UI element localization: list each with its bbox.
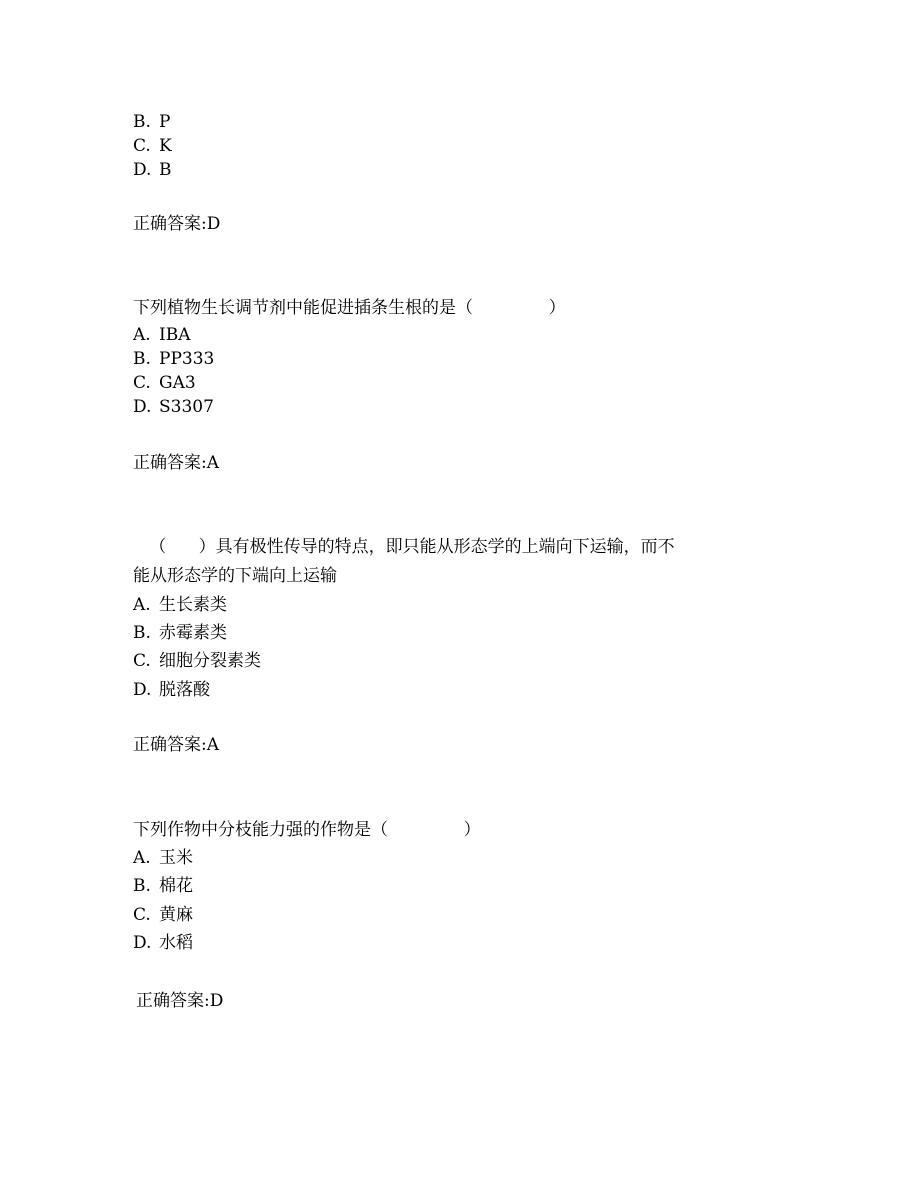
option-text: S3307: [159, 397, 214, 417]
option-c: [133, 904, 193, 926]
option-b: [133, 348, 214, 370]
option-d: [133, 932, 193, 954]
option-letter: C.: [133, 136, 151, 156]
question-stem: 下列作物中分枝能力强的作物是（ ）: [133, 820, 481, 840]
option-letter: A.: [133, 848, 151, 868]
answer-text: 正确答案:D: [136, 991, 224, 1011]
option-b: [133, 111, 170, 133]
option-text: IBA: [159, 325, 191, 345]
option-b: [133, 622, 227, 644]
option-a: [133, 324, 191, 346]
option-letter: D.: [133, 680, 152, 700]
option-letter: B.: [133, 623, 151, 643]
option-text: 水稻: [159, 933, 193, 953]
option-a: [133, 847, 193, 869]
option-text: B: [159, 160, 172, 180]
option-b: [133, 875, 193, 897]
option-d: [133, 159, 172, 181]
option-letter: B.: [133, 876, 151, 896]
option-letter: D.: [133, 160, 152, 180]
question-stem: 下列植物生长调节剂中能促进插条生根的是（ ）: [133, 298, 566, 318]
option-d: [133, 396, 214, 418]
option-c: [133, 372, 196, 394]
option-c: [133, 650, 261, 672]
option-text: 玉米: [159, 848, 193, 868]
option-text: P: [159, 112, 171, 132]
option-letter: B.: [133, 112, 151, 132]
option-letter: C.: [133, 651, 151, 671]
question-stem-line2: 能从形态学的下端向上运输: [133, 566, 337, 586]
option-d: [133, 679, 210, 701]
question-stem-line1: （ ）具有极性传导的特点，即只能从形态学的上端向下运输，而不: [133, 537, 675, 557]
option-letter: B.: [133, 349, 151, 369]
option-text: K: [159, 136, 172, 156]
option-letter: A.: [133, 595, 151, 615]
option-text: 细胞分裂素类: [159, 651, 261, 671]
option-text: 生长素类: [159, 595, 227, 615]
option-text: 黄麻: [159, 905, 193, 925]
option-letter: D.: [133, 933, 152, 953]
option-c: [133, 135, 172, 157]
option-text: PP333: [159, 349, 215, 369]
option-letter: D.: [133, 397, 152, 417]
option-letter: C.: [133, 905, 151, 925]
answer-text: 正确答案:D: [133, 214, 221, 234]
answer-text: 正确答案:A: [133, 735, 220, 755]
option-text: 赤霉素类: [159, 623, 227, 643]
option-text: 棉花: [159, 876, 193, 896]
option-letter: C.: [133, 373, 151, 393]
option-text: 脱落酸: [159, 680, 210, 700]
option-text: GA3: [159, 373, 196, 393]
option-a: [133, 594, 227, 616]
answer-text: 正确答案:A: [133, 453, 220, 473]
option-letter: A.: [133, 325, 151, 345]
